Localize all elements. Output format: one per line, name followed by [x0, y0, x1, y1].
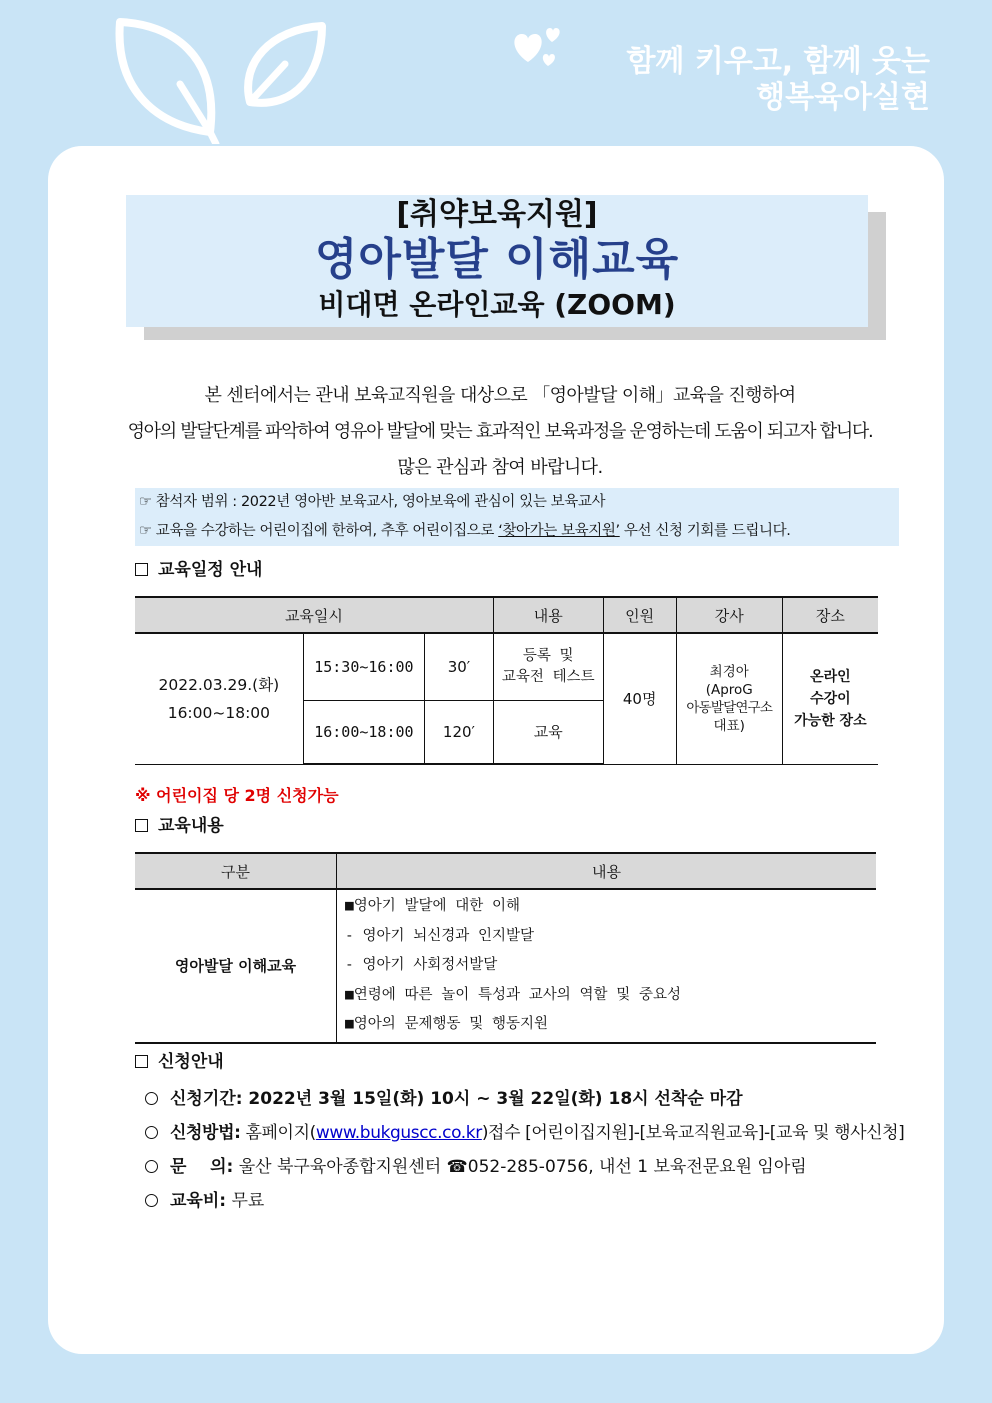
- time-cell: 16:00~18:00: [303, 700, 424, 764]
- section-apply: [135, 1050, 224, 1074]
- circle-bullet-icon: [145, 1160, 158, 1173]
- label: 신청방법:: [170, 1123, 241, 1143]
- title-box: [126, 195, 868, 327]
- time-cell: 15:30~16:00: [303, 633, 424, 700]
- label: 신청기간:: [170, 1089, 243, 1109]
- date: 2022.03.29.(화): [158, 675, 280, 694]
- section-title: 신청안내: [158, 1052, 224, 1072]
- note-text: ☞ 교육을 수강하는 어린이집에 한하여, 추후 어린이집으로: [139, 523, 499, 539]
- instructor-line: 최경아: [709, 663, 749, 680]
- col-header: 인원: [603, 597, 676, 633]
- square-bullet-icon: [135, 563, 148, 576]
- list-item: ■영아의 문제행동 및 행동지원: [345, 1016, 549, 1032]
- category-cell: 영아발달 이해교육: [135, 889, 337, 1043]
- label: 문 의:: [170, 1157, 234, 1177]
- capacity-cell: 40명: [603, 633, 676, 764]
- square-bullet-icon: [135, 819, 148, 832]
- apply-info: [145, 1082, 904, 1218]
- section-title: 교육일정 안내: [158, 560, 263, 580]
- place-line: 온라인: [810, 668, 851, 685]
- instructor-line: 대표): [713, 717, 745, 734]
- value: 홈페이지(: [245, 1123, 316, 1143]
- section-content: [135, 814, 224, 838]
- schedule-table: [135, 596, 878, 765]
- content-line: 교육전 테스트: [501, 668, 595, 685]
- list-item: - 영아기 사회정서발달: [345, 957, 498, 973]
- homepage-link[interactable]: www.bukguscc.co.kr: [315, 1123, 482, 1143]
- circle-bullet-icon: [145, 1194, 158, 1207]
- hearts-icon: [508, 22, 574, 72]
- slogan: [626, 44, 930, 116]
- col-header: 내용: [337, 853, 877, 889]
- note-participants: ☞ 참석자 범위 : 2022년 영아반 보육교사, 영아보육에 관심이 있는 보육교사: [139, 494, 606, 510]
- duration-cell: 30′: [425, 633, 494, 700]
- col-header: 내용: [493, 597, 603, 633]
- value: 무료: [231, 1191, 265, 1211]
- slogan-line1: 함께 키우고, 함께 웃는: [626, 44, 930, 79]
- slogan-line2: 행복육아실현: [756, 80, 930, 115]
- intro-text: [100, 378, 900, 486]
- circle-bullet-icon: [145, 1126, 158, 1139]
- note-text: 우선 신청 기회를 드립니다.: [619, 523, 791, 539]
- list-item: - 영아기 뇌신경과 인지발달: [345, 927, 534, 944]
- value: )접수 [어린이집지원]-[보육교직원교육]-[교육 및 행사신청]: [481, 1123, 905, 1143]
- title-subtitle: 비대면 온라인교육 (ZOOM): [318, 288, 676, 321]
- square-bullet-icon: [135, 1055, 148, 1068]
- notes-box: [135, 488, 899, 546]
- intro-line: 영아의 발달단계를 파악하여 영유아 발달에 맞는 효과적인 보육과정을 운영하는데 도움이 되고자 합니다.: [127, 421, 873, 442]
- content-cell: [493, 633, 603, 700]
- apply-method: [145, 1116, 904, 1150]
- label: 교육비:: [170, 1191, 227, 1211]
- apply-contact: [145, 1150, 904, 1184]
- red-note: ※ 어린이집 당 2명 신청가능: [135, 786, 339, 805]
- note-underlined: ‘찾아가는 보육지원’: [498, 523, 620, 539]
- leaf-icon: [110, 14, 330, 144]
- col-header: 구분: [135, 853, 337, 889]
- items-cell: [337, 889, 877, 1043]
- time-total: 16:00~18:00: [167, 703, 271, 722]
- instructor-cell: [676, 633, 782, 764]
- col-header: 강사: [676, 597, 782, 633]
- list-item: ■연령에 따른 놀이 특성과 교사의 역할 및 중요성: [345, 986, 681, 1003]
- list-item: ■영아기 발달에 대한 이해: [345, 898, 520, 914]
- title-category: [취약보육지원]: [396, 197, 598, 232]
- instructor-line: 아동발달연구소: [686, 699, 773, 716]
- value: 울산 북구육아종합지원센터 ☎052-285-0756, 내선 1 보육전문요원 임아림: [238, 1157, 807, 1177]
- date-cell: [135, 633, 303, 764]
- intro-line: 많은 관심과 참여 바랍니다.: [397, 457, 603, 478]
- intro-line: 본 센터에서는 관내 보육교직원을 대상으로 「영아발달 이해」교육을 진행하여: [204, 385, 796, 406]
- apply-period: [145, 1082, 904, 1116]
- place-line: 가능한 장소: [794, 712, 867, 729]
- apply-fee: [145, 1184, 904, 1218]
- place-cell: [782, 633, 878, 764]
- content-table: [135, 852, 876, 1044]
- duration-cell: 120′: [425, 700, 494, 764]
- instructor-line: (AproG: [705, 681, 753, 698]
- page-title: 영아발달 이해교육: [314, 234, 680, 285]
- content-cell: 교육: [493, 700, 603, 764]
- col-header: 장소: [782, 597, 878, 633]
- place-line: 수강이: [810, 690, 851, 707]
- section-schedule: [135, 558, 262, 582]
- section-title: 교육내용: [158, 816, 224, 836]
- note-priority: [135, 517, 899, 546]
- circle-bullet-icon: [145, 1092, 158, 1105]
- col-header: 교육일시: [135, 597, 493, 633]
- content-line: 등록 및: [522, 647, 574, 664]
- value: 2022년 3월 15일(화) 10시 ~ 3월 22일(화) 18시 선착순 마감: [248, 1089, 743, 1109]
